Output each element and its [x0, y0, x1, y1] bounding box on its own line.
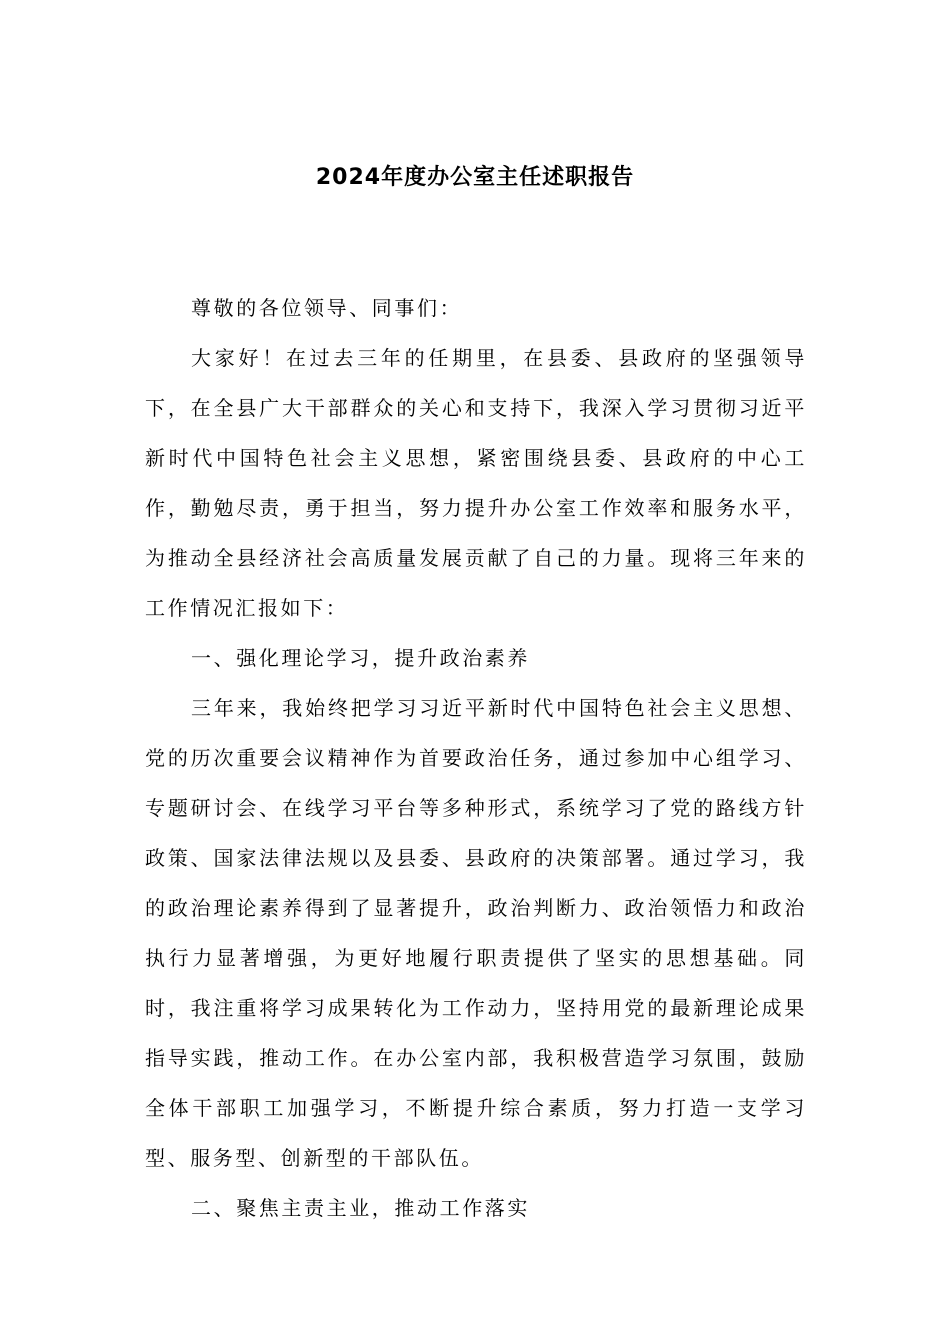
section-heading-1: 一、强化理论学习，提升政治素养 [191, 646, 530, 670]
document-title: 2024年度办公室主任述职报告 [315, 165, 635, 190]
paragraph-section-1: 三年来，我始终把学习习近平新时代中国特色社会主义思想、党的历次重要会议精神作为首要政治任务，通过参加中心组学习、专题研讨会、在线学习平台等多种形式，系统学习了党的路线方针政策、国家法律法规以及县委、县政府的决策部署。通过学习，我的政治理论素养得到了显著提升，政治判断力、政治领悟力和政治执行力显著增强，为更好地履行职责提供了坚实的思想基础。同时，我注重将学习成果转化为工作动力，坚持用党的最新理论成果指导实践，推动工作。在办公室内部，我积极营造学习氛围，鼓励全体干部职工加强学习，不断提升综合素质，努力打造一支学习型、服务型、创新型的干部队伍。 [145, 696, 807, 1170]
salutation: 尊敬的各位领导、同事们： [191, 296, 463, 320]
paragraph-intro: 大家好！在过去三年的任期里，在县委、县政府的坚强领导下，在全县广大干部群众的关心和支持下，我深入学习贯彻习近平新时代中国特色社会主义思想，紧密围绕县委、县政府的中心工作，勤勉尽责，勇于担当，努力提升办公室工作效率和服务水平，为推动全县经济社会高质量发展贡献了自己的力量。现将三年来的工作情况汇报如下： [145, 346, 807, 620]
document-body [145, 283, 807, 1233]
section-heading-2: 二、聚焦主责主业，推动工作落实 [191, 1196, 530, 1220]
